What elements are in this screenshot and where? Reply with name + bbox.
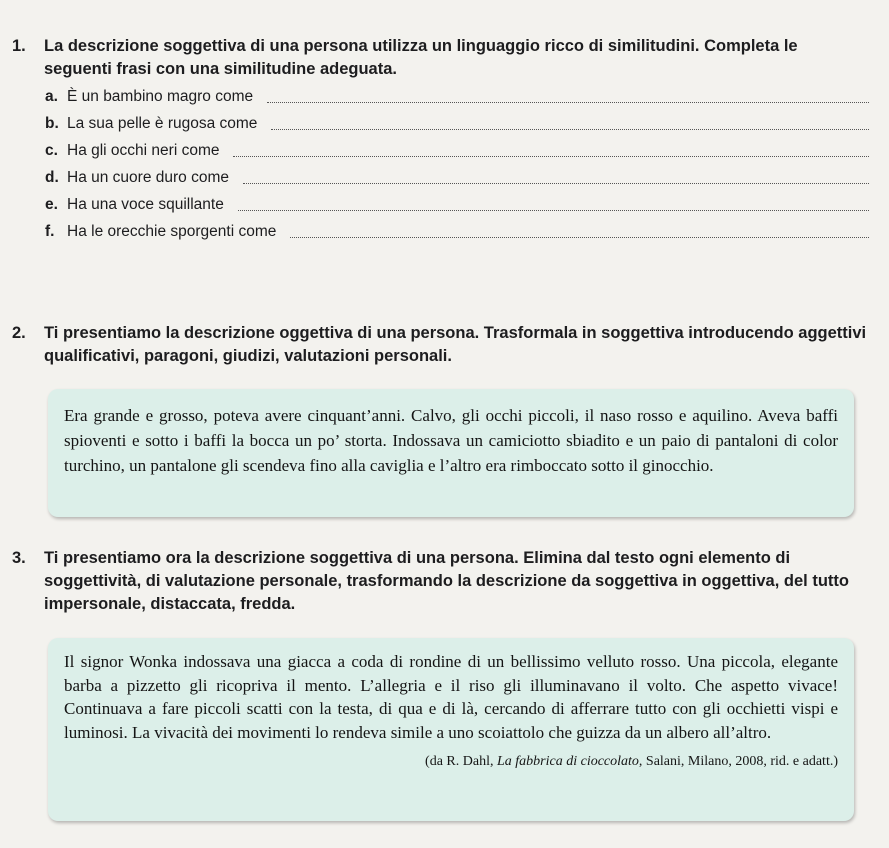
item-letter: e. xyxy=(45,196,58,213)
answer-line[interactable] xyxy=(243,182,869,184)
item-text: Ha un cuore duro come xyxy=(67,169,229,186)
answer-line[interactable] xyxy=(238,209,869,211)
exercise-3-heading xyxy=(12,547,869,616)
list-item xyxy=(45,110,869,137)
passage-text: Il signor Wonka indossava una giacca a coda di rondine di un bellissimo velluto rosso. Una piccola, elegante barba a pizzetto gli ricopriva il mento. L’allegria e il riso gli illuminavano il volto. Che aspetto vivace! Continuava a fare piccoli scatti con la testa, di qua e di là, cercando di afferrare tutto con gli occhietti vispi e luminosi. La vivacità dei movimenti lo rendeva simile a uno scoiattolo che guizza da un albero all’altro. xyxy=(64,652,838,742)
item-text: Ha gli occhi neri come xyxy=(67,142,220,159)
source-suffix: , Salani, Milano, 2008, rid. e adatt.) xyxy=(638,754,838,769)
item-text: Ha una voce squillante xyxy=(67,196,224,213)
exercise-instruction: La descrizione soggettiva di una persona utilizza un linguaggio ricco di similitudini. Completa le seguenti frasi con una similitudine adeguata. xyxy=(44,37,798,78)
list-item xyxy=(45,137,869,164)
list-item xyxy=(45,218,869,245)
list-item xyxy=(45,191,869,218)
exercise-instruction: Ti presentiamo ora la descrizione soggettiva di una persona. Elimina dal testo ogni elemento di soggettività, di valutazione personale, trasformando la descrizione da soggettiva in oggettiva, del tutto impersonale, distaccata, fredda. xyxy=(44,549,849,613)
exercise-3 xyxy=(12,547,869,616)
similes-list xyxy=(45,83,869,245)
answer-line[interactable] xyxy=(267,101,869,103)
exercise-number: 2. xyxy=(12,324,26,342)
item-letter: d. xyxy=(45,169,59,186)
item-text: Ha le orecchie sporgenti come xyxy=(67,223,277,240)
item-letter: a. xyxy=(45,88,58,105)
answer-line[interactable] xyxy=(290,236,869,238)
answer-line[interactable] xyxy=(233,155,869,157)
item-letter: f. xyxy=(45,223,55,240)
source-title: La fabbrica di cioccolato xyxy=(496,754,639,769)
item-text: La sua pelle è rugosa come xyxy=(67,115,258,132)
item-letter: c. xyxy=(45,142,58,159)
source-prefix: (da R. Dahl, xyxy=(425,754,497,769)
exercise-2 xyxy=(12,322,869,368)
exercise-number: 1. xyxy=(12,37,26,55)
item-letter: b. xyxy=(45,115,59,132)
exercise-1-heading xyxy=(12,35,869,81)
objective-description-box xyxy=(48,389,854,517)
source-citation xyxy=(64,750,838,774)
list-item xyxy=(45,164,869,191)
exercise-1 xyxy=(12,35,869,245)
exercise-instruction: Ti presentiamo la descrizione oggettiva di una persona. Trasformala in soggettiva introducendo aggettivi qualificativi, paragoni, giudizi, valutazioni personali. xyxy=(44,324,867,365)
list-item xyxy=(45,83,869,110)
answer-line[interactable] xyxy=(271,128,869,130)
passage-text: Era grande e grosso, poteva avere cinquant’anni. Calvo, gli occhi piccoli, il naso rosso e aquilino. Aveva baffi spioventi e sotto i baffi la bocca un po’ storta. Indossava un camiciotto sbiadito e un paio di pantaloni di color turchino, un pantalone gli scendeva fino alla caviglia e l’altro era rimboccato sotto il ginocchio. xyxy=(64,406,838,475)
item-text: È un bambino magro come xyxy=(67,88,254,105)
exercise-number: 3. xyxy=(12,549,26,567)
subjective-description-box xyxy=(48,638,854,821)
exercise-2-heading xyxy=(12,322,869,368)
